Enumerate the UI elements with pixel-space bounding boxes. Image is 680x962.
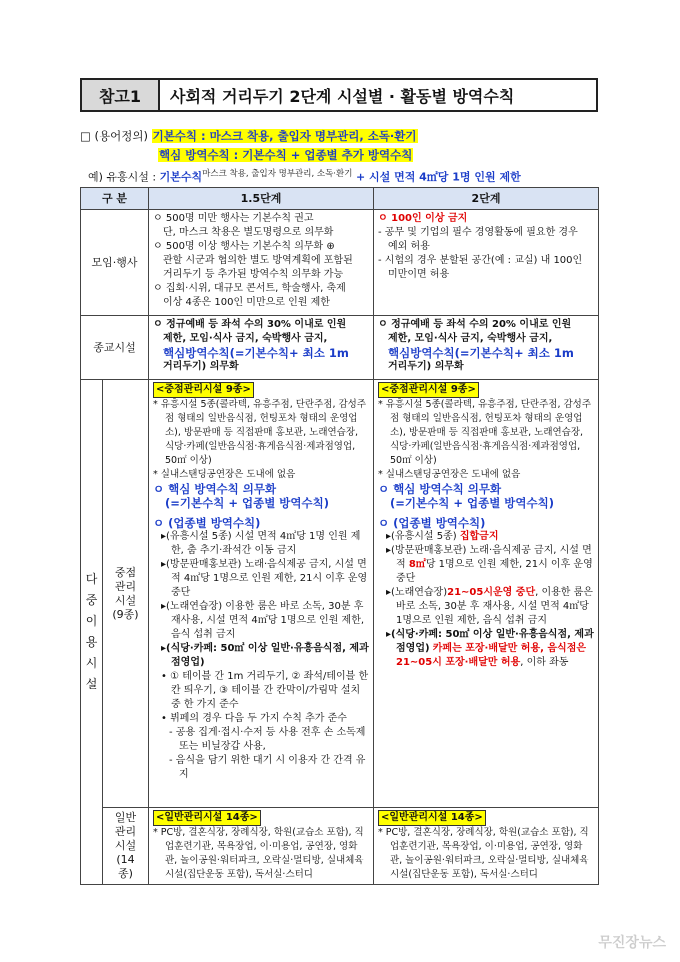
row-label-general: 일반관리시설(14종) [103,808,149,885]
col-header-15: 1.5단계 [149,188,374,210]
row-label-key: 중점관리시설(9종) [103,380,149,808]
meeting-15: ㅇ 500명 미만 행사는 기본수칙 권고 단, 마스크 착용은 별도명령으로 의무화 ㅇ 500명 이상 행사는 기본수칙 의무화 ⊕ 관할 시군과 협의한 별도 방역계획에 포함된 거리두기 등 추가된 방역수칙 의무화 가능 ㅇ 집회·시위, 대규모 콘서트, 학술행사, 축제 이상 4종은 100인 미만으로 인원 제한 [149,210,374,316]
key-15: <중점관리시설 9종> * 유흥시설 5종(콜라텍, 유흥주점, 단란주점, 감성주점 형태의 일반음식점, 헌팅포차 형태의 운영업소), 방문판매 등 직접판매 홍보관, 노래연습장, 식당·카페(일반음식점·휴게음식점·제과점영업, 50㎡ 이상) * 실내스탠딩공연장은 도내에 없음 ㅇ 핵심 방역수칙 의무화 (=기본수칙 + 업종별 방역수칙) ㅇ (업종별 방역수칙) ▸(유흥시설 5종) 시설 면적 4㎡당 1명 인원 제한, 춤 추기·좌석간 이동 금지 ▸(방문판매홍보관) 노래·음식제공 금지, 시설 면적 4㎡당 1명으로 인원 제한, 21시 이후 운영 중단 ▸(노래연습장) 이용한 룸은 바로 소독, 30분 후 재사용, 시설 면적 4㎡당 1명으로 인원 제한, 음식 섭취 금지 ▸(식당·카페: 50㎡ 이상 일반·유흥음식점, 제과점영업) • ① 테이블 간 1m 거리두기, ② 좌석/테이블 한 칸 띄우기, ③ 테이블 간 칸막이/가림막 설치 중 한 가지 준수 • 뷔페의 경우 다음 두 가지 수칙 추가 준수 - 공용 집게·접시·수저 등 사용 전후 손 소독제 또는 비닐장갑 사용, - 음식을 담기 위한 대기 시 이용자 간 간격 유지 [149,380,374,808]
religion-15: ㅇ 정규예배 등 좌석 수의 30% 이내로 인원 제한, 모임·식사 금지, 숙박행사 금지, 핵심방역수칙(=기본수칙+ 최소 1m 거리두기) 의무화 [149,316,374,380]
defs-line2: 핵심 방역수칙 : 기본수칙 + 업종별 추가 방역수칙 [159,148,413,162]
row-label-religion: 종교시설 [81,316,149,380]
key-2: <중점관리시설 9종> * 유흥시설 5종(콜라텍, 유흥주점, 단란주점, 감성주점 형태의 일반음식점, 헌팅포차 형태의 운영업소), 방문판매 등 직접판매 홍보관, 노래연습장, 식당·카페(일반음식점·휴게음식점·제과점영업, 50㎡ 이상) * 실내스탠딩공연장은 도내에 없음 ㅇ 핵심 방역수칙 의무화 (=기본수칙 + 업종별 방역수칙) ㅇ (업종별 방역수칙) ▸(유흥시설 5종) 집합금지 ▸(방문판매홍보관) 노래·음식제공 금지, 시설 면적 8㎡당 1명으로 인원 제한, 21시 이후 운영 중단 ▸(노래연습장)21∼05시운영 중단, 이용한 룸은 바로 소독, 30분 후 재사용, 시설 면적 4㎡당 1명으로 인원 제한, 음식 섭취 금지 ▸(식당·카페: 50㎡ 이상 일반·유흥음식점, 제과점영업) 카페는 포장·배달만 허용, 음식점은 21∼05시 포장·배달만 허용, 이하 좌동 [374,380,599,808]
col-header-gubun: 구 분 [81,188,149,210]
general-2: <일반관리시설 14종> * PC방, 결혼식장, 장례식장, 학원(교습소 포함), 직업훈련기관, 목욕장업, 이·미용업, 공연장, 영화관, 놀이공원·워터파크, 오락실·멀티방, 실내체육시설(집단운동 포함), 독서실·스터디 [374,808,599,885]
defs-line1: 기본수칙 : 마스크 착용, 출입자 명부관리, 소독·환기 [152,129,417,143]
example-prefix: 예) 유흥시설 : [88,170,157,184]
watermark: 무진장뉴스 [598,935,666,951]
religion-2: ㅇ 정규예배 등 좌석 수의 20% 이내로 인원 제한, 모임·식사 금지, 숙박행사 금지, 핵심방역수칙(=기본수칙+ 최소 1m 거리두기) 의무화 [374,316,599,380]
page-title: 사회적 거리두기 2단계 시설별 · 활동별 방역수칙 [170,86,515,106]
title-box [80,78,598,112]
col-header-2: 2단계 [374,188,599,210]
definitions [80,127,521,187]
rules-table [80,187,599,885]
example-extra: + 시설 면적 4㎡당 1명 인원 제한 [355,170,521,184]
row-label-multiuse: 다중이용시설 [81,380,103,885]
defs-prefix: □ (용어정의) [80,129,148,143]
example-basic: 기본수칙 [159,170,203,184]
example-small: 마스크 착용, 출입자 명부관리, 소독·환기 [202,169,353,179]
meeting-2: ㅇ 100인 이상 금지 - 공무 및 기업의 필수 경영활동에 필요한 경우 예외 허용 - 시험의 경우 분할된 공간(예 : 교실) 내 100인 미만이면 허용 [374,210,599,316]
general-15: <일반관리시설 14종> * PC방, 결혼식장, 장례식장, 학원(교습소 포함), 직업훈련기관, 목욕장업, 이·미용업, 공연장, 영화관, 놀이공원·워터파크, 오락실·멀티방, 실내체육시설(집단운동 포함), 독서실·스터디 [149,808,374,885]
reference-tag: 참고1 [82,80,160,110]
row-label-meeting: 모임·행사 [81,210,149,316]
